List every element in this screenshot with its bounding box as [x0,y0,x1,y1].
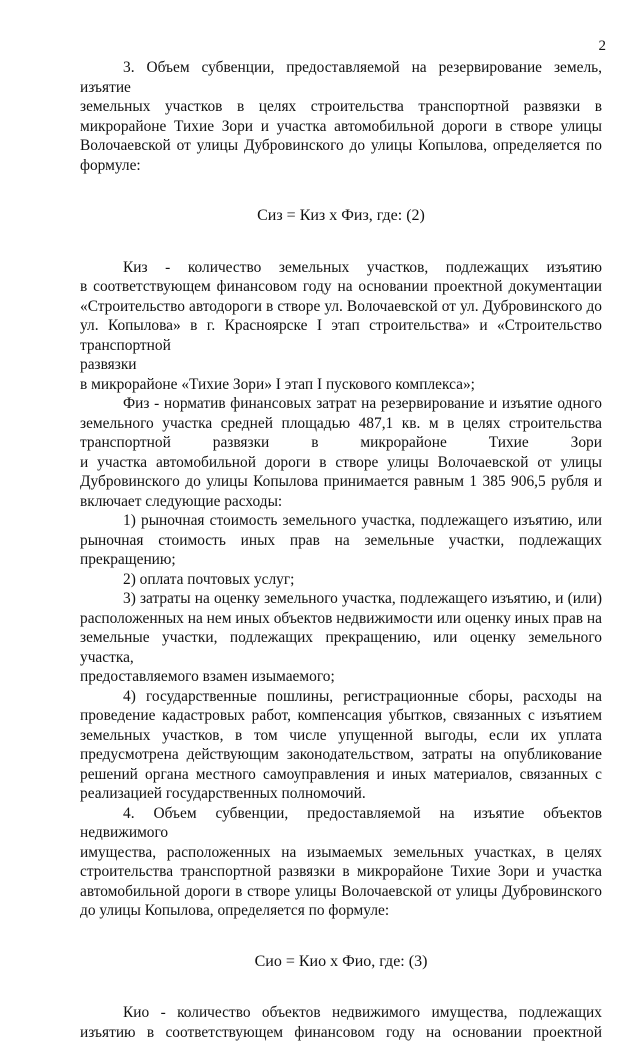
text-line: земельного участка средней площадью 487,1 кв. м в целях строительства [80,414,602,434]
text-line: развязки [80,355,602,375]
list-item-4 [80,687,602,804]
text-line: Киз - количество земельных участков, подлежащих изъятию [80,258,602,278]
text-line: Физ - норматив финансовых затрат на резервирование и изъятие одного [80,394,602,414]
kio-paragraph [80,1003,602,1042]
text-line: расположенных на нем иных объектов недвижимости или оценку иных прав на [80,609,602,629]
text-line: реализацией государственных полномочий. [80,784,602,804]
text-line: 3) затраты на оценку земельного участка, подлежащего изъятию, и (или) [80,589,602,609]
text-line: 4) государственные пошлины, регистрационные сборы, расходы на [80,687,602,707]
text-line: решений органа местного самоуправления и иных материалов, связанных с [80,765,602,785]
page-number: 2 [599,38,607,55]
section-3-paragraph [80,58,602,175]
text-line: проведение кадастровых работ, компенсация убытков, связанных с изъятием [80,706,602,726]
formula-3: Сио = Кио х Фио, где: (3) [80,952,602,972]
text-line: земельных участков, в том числе упущенной выгоды, если их уплата [80,726,602,746]
text-line: «Строительство автодороги в створе ул. Волочаевской от ул. Дубровинского до [80,297,602,317]
text-line: включает следующие расходы: [80,492,602,512]
section-4-paragraph [80,804,602,921]
text-line: Дубровинского до улицы Копылова принимается равным 1 385 906,5 рубля и [80,472,602,492]
text-line: предоставляемого взамен изымаемого; [80,667,602,687]
fiz-paragraph [80,394,602,511]
text-line: в соответствующем финансовом году на основании проектной документации [80,277,602,297]
text-line: земельные участки, подлежащих прекращению, или оценку земельного участка, [80,628,602,667]
text-line: 4. Объем субвенции, предоставляемой на изъятие объектов недвижимого [80,804,602,843]
list-item-3 [80,589,602,687]
text-line: Кио - количество объектов недвижимого имущества, подлежащих [80,1003,602,1023]
text-line: Волочаевской от улицы Дубровинского до улицы Копылова, определяется по [80,136,602,156]
text-line: в микрорайоне «Тихие Зори» I этап I пускового комплекса»; [80,375,602,395]
list-item-1 [80,511,602,570]
text-line: ул. Копылова» в г. Красноярске I этап строительства» и «Строительство [80,316,602,336]
formula-2: Сиз = Киз х Физ, где: (2) [80,206,602,226]
text-line: строительства транспортной развязки в микрорайоне Тихие Зори и участка [80,862,602,882]
text-line: автомобильной дороги в створе улицы Волочаевской от улицы Дубровинского [80,882,602,902]
text-line: транспортной развязки в микрорайоне Тихие Зори [80,433,602,453]
text-line: рыночная стоимость иных прав на земельные участки, подлежащих [80,531,602,551]
text-line: 2) оплата почтовых услуг; [80,570,602,590]
text-line: 1) рыночная стоимость земельного участка, подлежащего изъятию, или [80,511,602,531]
text-line: до улицы Копылова, определяется по формуле: [80,901,602,921]
text-line: прекращению; [80,550,602,570]
text-line: изъятию в соответствующем финансовом году на основании проектной [80,1023,602,1042]
text-line: земельных участков в целях строительства транспортной развязки в [80,97,602,117]
kiz-paragraph [80,258,602,395]
document-body [80,58,602,1042]
text-line: формуле: [80,156,602,176]
text-line: предусмотрена действующим законодательством, затраты на опубликование [80,745,602,765]
text-line: 3. Объем субвенции, предоставляемой на резервирование земель, изъятие [80,58,602,97]
text-line: транспортной [80,336,602,356]
text-line: имущества, расположенных на изымаемых земельных участках, в целях [80,843,602,863]
list-item-2 [80,570,602,590]
text-line: и участка автомобильной дороги в створе улицы Волочаевской от улицы [80,453,602,473]
text-line: микрорайоне Тихие Зори и участка автомобильной дороги в створе улицы [80,117,602,137]
